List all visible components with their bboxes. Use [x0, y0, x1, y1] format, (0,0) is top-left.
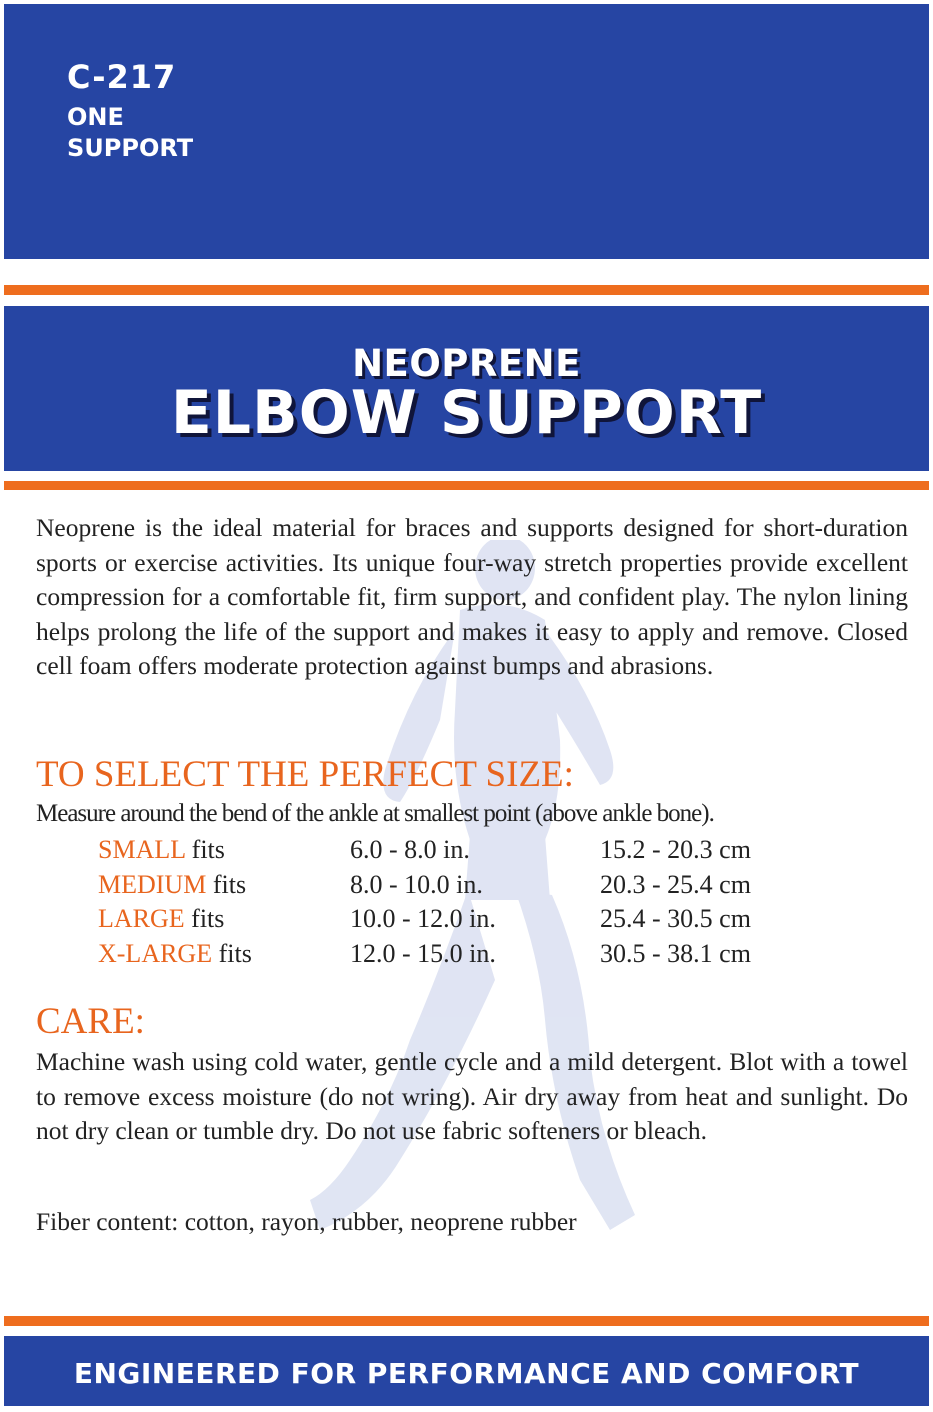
fits-label: fits: [212, 869, 247, 899]
orange-stripe-top: [4, 285, 929, 295]
size-name: [98, 939, 252, 969]
size-cm: 30.5 - 38.1 cm: [600, 938, 751, 968]
size-name: [98, 870, 246, 900]
size-table: [0, 835, 933, 973]
size-inches: 12.0 - 15.0 in.: [350, 938, 496, 968]
size-row: [0, 870, 933, 905]
footer-tagline: ENGINEERED FOR PERFORMANCE AND COMFORT: [4, 1336, 929, 1406]
quantity-label: ONE: [67, 103, 124, 131]
title-panel: [4, 306, 929, 471]
size-name: [98, 835, 225, 865]
size-label: SMALL: [98, 835, 186, 864]
size-inches: 10.0 - 12.0 in.: [350, 904, 496, 933]
orange-stripe-mid: [4, 481, 929, 490]
size-label: LARGE: [98, 904, 185, 933]
size-row: [0, 939, 933, 974]
material-title: NEOPRENE: [352, 342, 581, 385]
fits-label: fits: [191, 904, 225, 933]
size-row: [0, 904, 933, 939]
care-instructions: Machine wash using cold water, gentle cycle and a mild detergent. Blot with a towel to remove excess moisture (do not wring). Air dry away from heat and sunlight. Do not dry clean or tumble dry. Do not use fabric softeners or bleach.: [36, 1047, 908, 1145]
size-inches: 8.0 - 10.0 in.: [350, 869, 483, 899]
model-number: C-217: [67, 58, 177, 96]
care-heading: CARE:: [36, 1001, 145, 1042]
size-row: [0, 835, 933, 870]
size-cm: 15.2 - 20.3 cm: [600, 835, 751, 864]
fits-label: fits: [191, 835, 225, 864]
header-panel: [4, 4, 929, 259]
size-heading: TO SELECT THE PERFECT SIZE:: [36, 754, 574, 795]
size-label: X-LARGE: [98, 938, 213, 968]
measure-instruction: Measure around the bend of the ankle at smallest point (above ankle bone).: [36, 800, 714, 827]
size-cm: 20.3 - 25.4 cm: [600, 869, 751, 899]
size-cm: 25.4 - 30.5 cm: [600, 904, 751, 933]
size-name: [98, 904, 224, 934]
product-description: Neoprene is the ideal material for braces and supports designed for short-duration sports or exercise activities. Its unique four-way stretch properties provide excellent compression for a comfortable fit, firm support, and confident play. The nylon lining helps prolong the life of the support and makes it easy to apply and remove. Closed cell foam offers moderate protection against bumps and abrasions.: [36, 513, 908, 680]
fiber-content: Fiber content: cotton, rayon, rubber, neoprene rubber: [36, 1207, 577, 1236]
size-label: MEDIUM: [98, 869, 207, 899]
product-title: ELBOW SUPPORT: [170, 378, 763, 448]
unit-label: SUPPORT: [67, 134, 194, 162]
orange-stripe-bottom: [4, 1316, 929, 1326]
size-inches: 6.0 - 8.0 in.: [350, 835, 470, 864]
fits-label: fits: [218, 938, 252, 968]
